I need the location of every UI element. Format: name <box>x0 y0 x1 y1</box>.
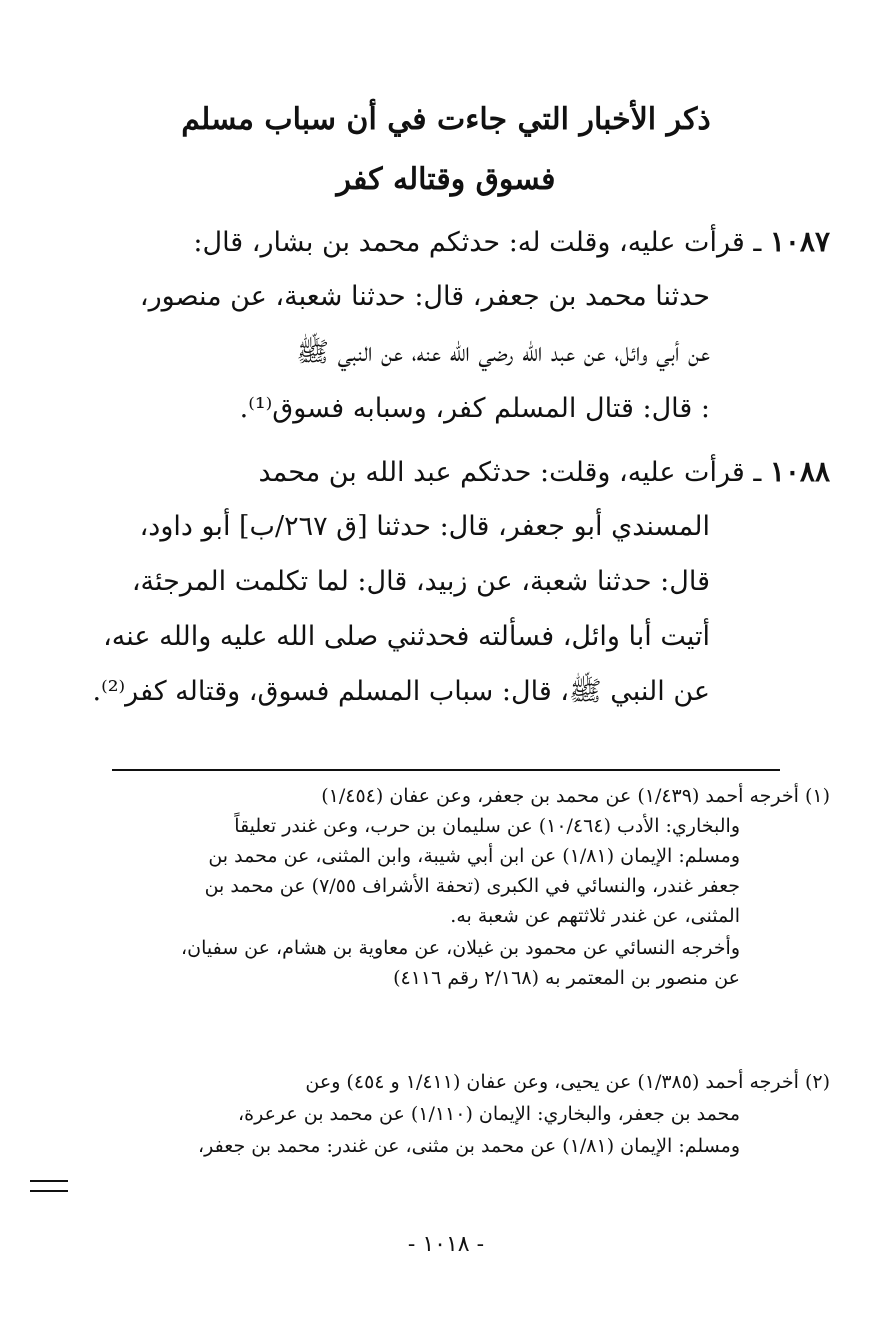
hadith-number: ١٠٨٧ <box>769 225 830 258</box>
hadith-text: ـ قرأت عليه، وقلت: حدثكم عبد الله بن محمد <box>258 457 762 488</box>
page-number: - ١٠١٨ - <box>407 1232 485 1257</box>
hadith-1088-line-3: قال: حدثنا شعبة، عن زبيد، قال: لما تكلمت المرجئة، <box>131 566 710 597</box>
hadith-1087-line-2: حدثنا محمد بن جعفر، قال: حدثنا شعبة، عن منصور، <box>139 281 710 312</box>
footnote-1-line-3: ومسلم: الإيمان (١/٨١) عن ابن أبي شيبة، وابن المثنى، عن محمد بن <box>208 845 740 867</box>
footnote-2-line-1 <box>305 1068 830 1096</box>
footnote-marker: (٢) <box>804 1071 830 1093</box>
footnote-2-line-2: محمد بن جعفر، والبخاري: الإيمان (١/١١٠) عن محمد بن عرعرة، <box>238 1103 740 1125</box>
footnote-separator <box>112 769 780 771</box>
footnote-1-line-1 <box>321 782 830 810</box>
hadith-number: ١٠٨٨ <box>769 455 830 488</box>
footnote-text: أخرجه أحمد (١/٣٨٥) عن يحيى، وعن عفان (١/٤١١ و ٤٥٤) وعن <box>305 1071 799 1093</box>
hadith-1088-line-5: عن النبي ﷺ، قال: سباب المسلم فسوق، وقتاله كفر⁽²⁾. <box>92 676 710 707</box>
footnote-marker: (١) <box>804 785 830 807</box>
hadith-1087-line-4: : قال: قتال المسلم كفر، وسبابه فسوق⁽¹⁾. <box>239 393 710 424</box>
footnote-1-line-5: المثنى، عن غندر ثلاثتهم عن شعبة به. <box>450 905 740 927</box>
chapter-heading-line-1: ذكر الأخبار التي جاءت في أن سباب مسلم <box>181 102 711 137</box>
hadith-text: ـ قرأت عليه، وقلت له: حدثكم محمد بن بشار، قال: <box>193 227 762 258</box>
hadith-1088-line-4: أتيت أبا وائل، فسألته فحدثني صلى الله عليه والله عنه، <box>103 621 710 652</box>
footnote-1-para2-line-2: عن منصور بن المعتمر به (٢/١٦٨ رقم ٤١١٦) <box>393 967 740 989</box>
hadith-1088-line-2: المسندي أبو جعفر، قال: حدثنا [ق ٢٦٧/ب] أبو داود، <box>139 511 710 542</box>
hadith-1087-line-3: عن أبي وائل، عن عبد الله رضي الله عنه، عن النبي ﷺ <box>296 337 710 368</box>
footnote-1-para2-line-1: وأخرجه النسائي عن محمود بن غيلان، عن معاوية بن هشام، عن سفيان، <box>181 937 740 959</box>
continuation-mark <box>30 1180 68 1192</box>
footnote-1-line-4: جعفر غندر، والنسائي في الكبرى (تحفة الأشراف ٧/٥٥) عن محمد بن <box>204 875 740 897</box>
hadith-1087-line-1 <box>193 222 830 263</box>
footnote-2-line-3: ومسلم: الإيمان (١/٨١) عن محمد بن مثنى، عن غندر: محمد بن جعفر، <box>198 1135 740 1157</box>
footnote-1-line-2: والبخاري: الأدب (١٠/٤٦٤) عن سليمان بن حرب، وعن غندر تعليقاً <box>234 815 740 837</box>
chapter-heading-line-2: فسوق وقتاله كفر <box>336 162 556 197</box>
hadith-1088-line-1 <box>259 452 831 493</box>
footnote-text: أخرجه أحمد (١/٤٣٩) عن محمد بن جعفر، وعن عفان (١/٤٥٤) <box>321 785 799 807</box>
